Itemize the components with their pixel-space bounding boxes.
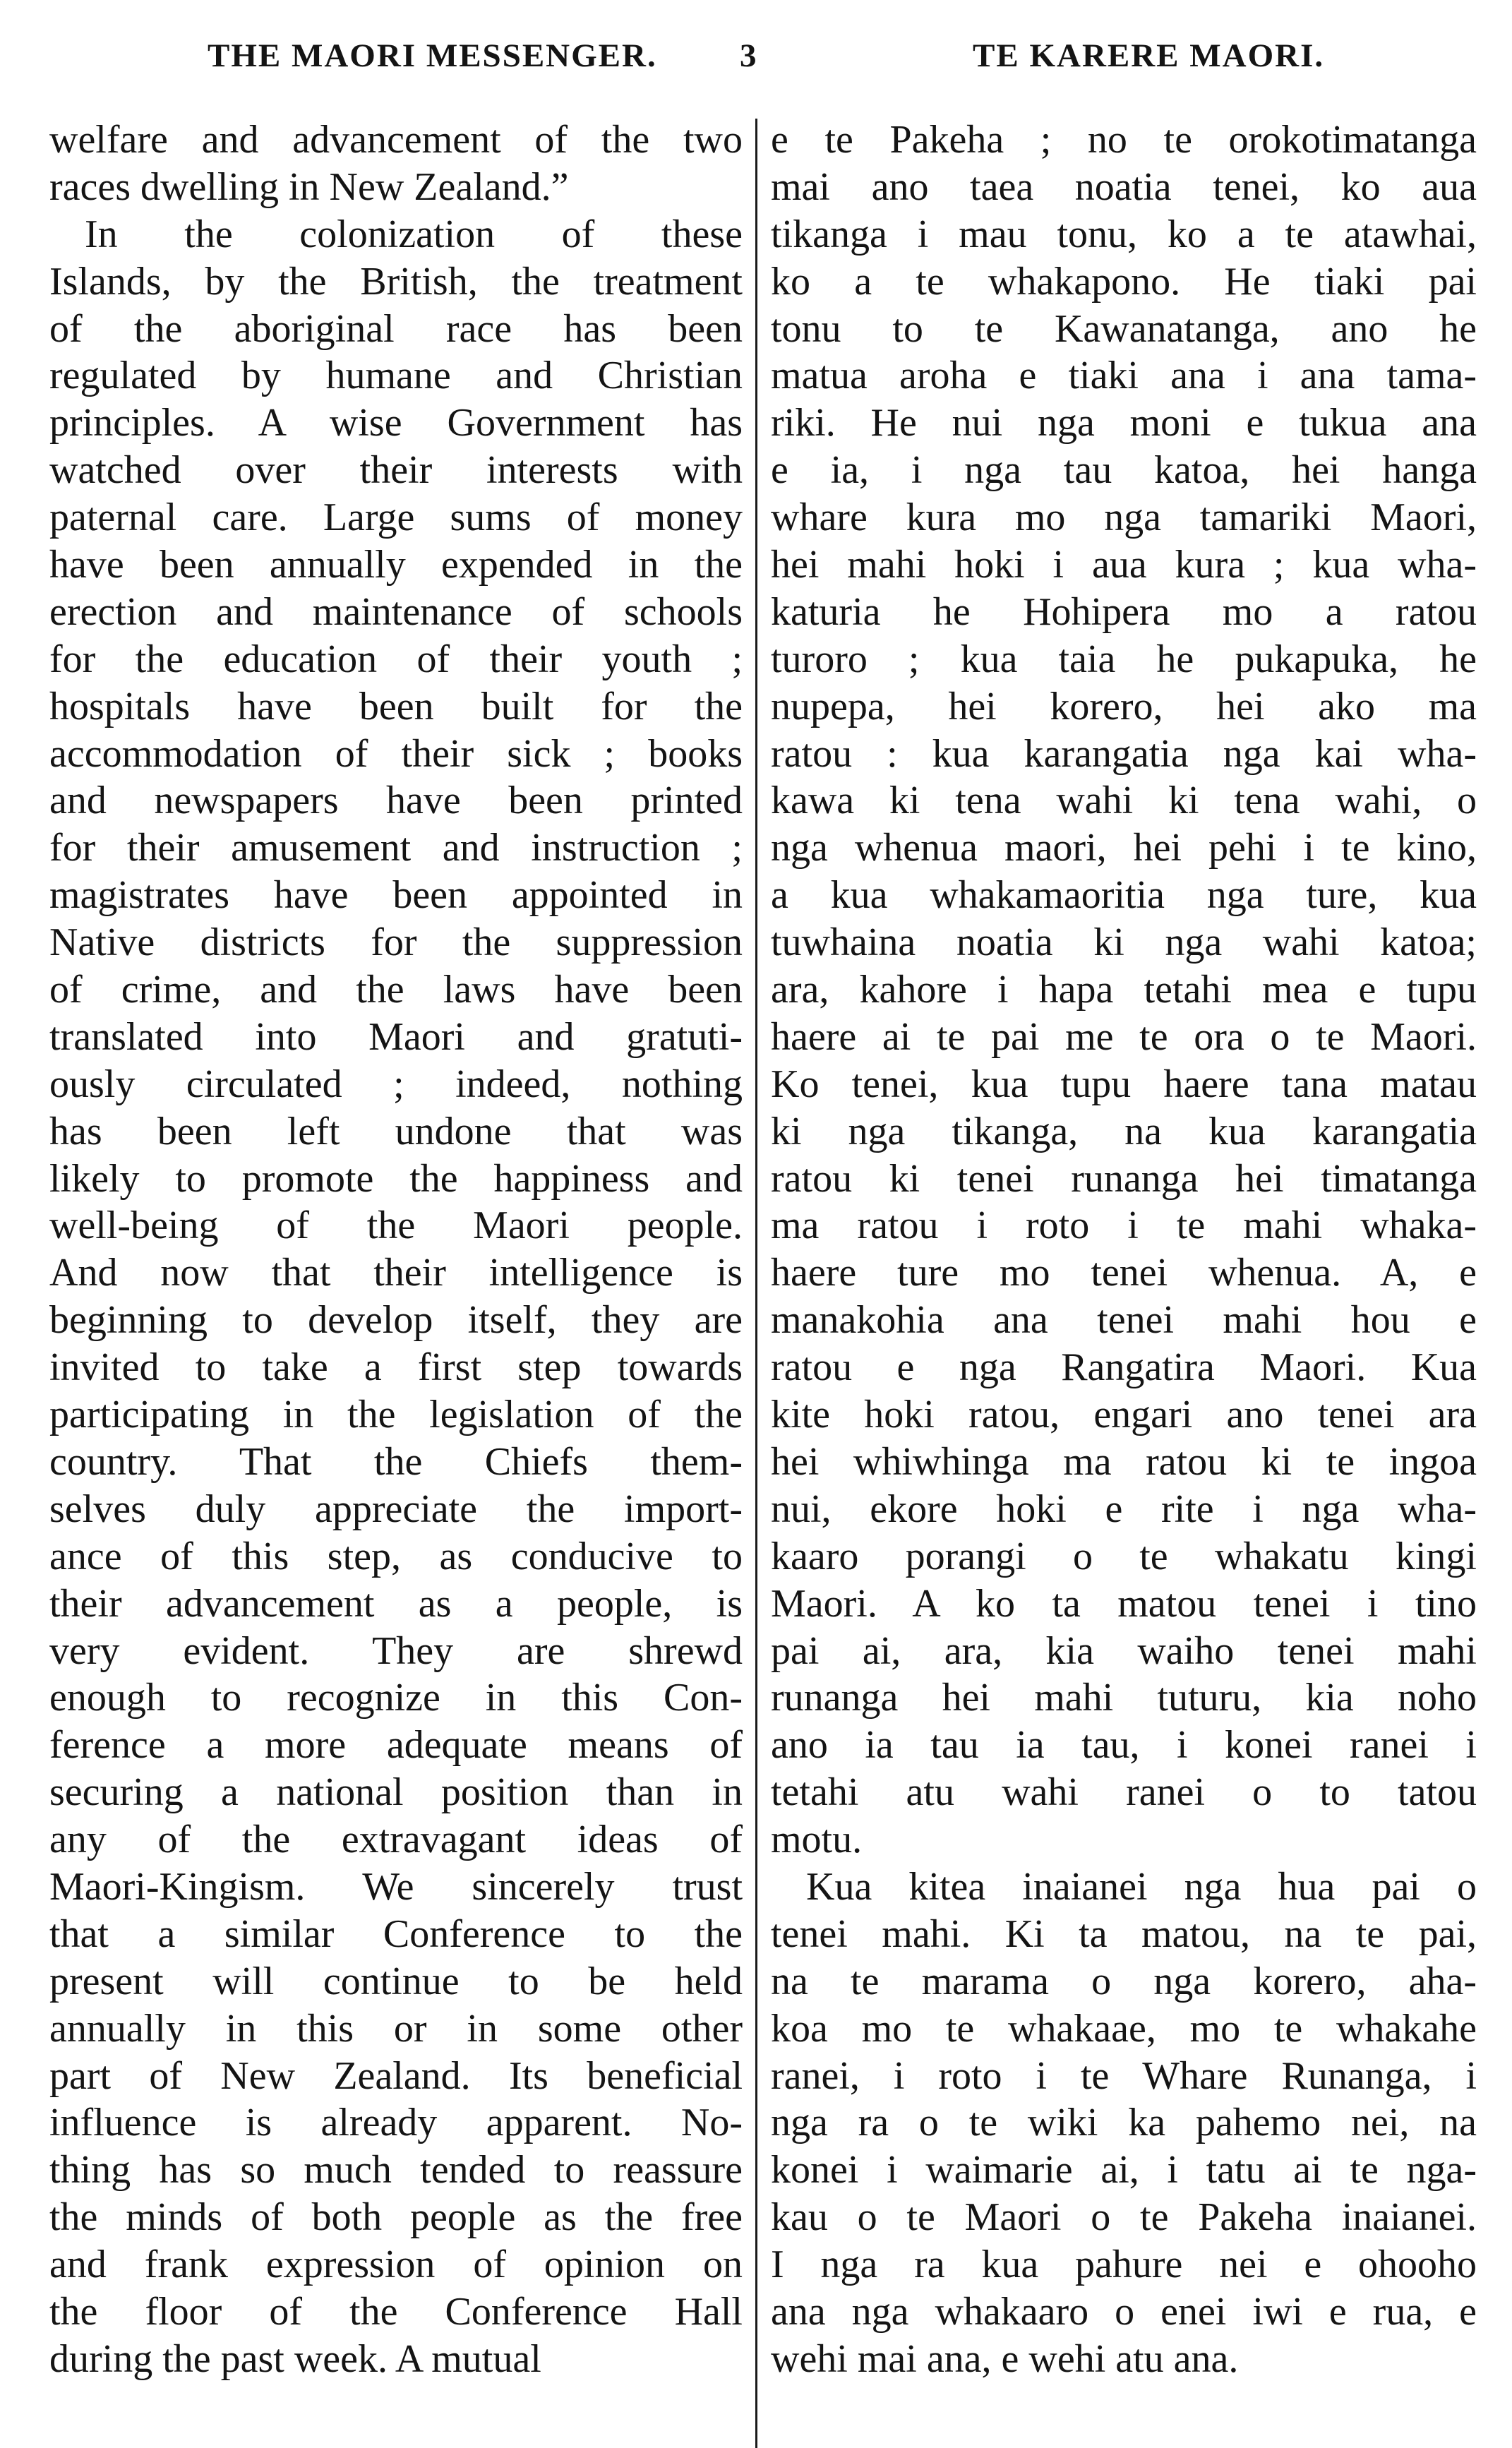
text-line: ma ratou i roto i te mahi whaka- bbox=[771, 1204, 1477, 1248]
text-line: annually in this or in some other bbox=[49, 2006, 743, 2051]
text-line: of crime, and the laws have been bbox=[49, 968, 743, 1012]
text-line: kaaro porangi o te whakatu kingi bbox=[771, 1534, 1477, 1578]
text-line: translated into Maori and gratuti- bbox=[49, 1014, 743, 1059]
text-line: Native districts for the suppression bbox=[49, 920, 743, 965]
text-line: regulated by humane and Christian bbox=[49, 354, 743, 398]
text-line: whare kura mo nga tamariki Maori, bbox=[771, 496, 1477, 540]
maori-column bbox=[771, 116, 1477, 2383]
text-line: kau o te Maori o te Pakeha inaianei. bbox=[771, 2195, 1477, 2240]
text-line: country. That the Chiefs them- bbox=[49, 1439, 743, 1484]
text-line: nui, ekore hoki e rite i nga wha- bbox=[771, 1487, 1477, 1531]
text-line: securing a national position than in bbox=[49, 1770, 743, 1815]
header-maori-title: TE KARERE MAORI. bbox=[973, 37, 1325, 74]
text-line: participating in the legislation of the bbox=[49, 1393, 743, 1437]
text-line: ratou ki tenei runanga hei timatanga bbox=[771, 1156, 1477, 1201]
text-line: Ko tenei, kua tupu haere tana matau bbox=[771, 1062, 1477, 1106]
text-line: any of the extravagant ideas of bbox=[49, 1818, 743, 1862]
text-line: of the aboriginal race has been bbox=[49, 306, 743, 351]
text-line: tenei mahi. Ki ta matou, na te pai, bbox=[771, 1912, 1477, 1956]
text-line: paternal care. Large sums of money bbox=[49, 496, 743, 540]
text-line: selves duly appreciate the import- bbox=[49, 1487, 743, 1531]
text-line: turoro ; kua taia he pukapuka, he bbox=[771, 637, 1477, 681]
text-line: hei mahi hoki i aua kura ; kua wha- bbox=[771, 543, 1477, 587]
text-line: and newspapers have been printed bbox=[49, 779, 743, 823]
text-line: motu. bbox=[771, 1818, 863, 1862]
text-line: In the colonization of these bbox=[85, 212, 743, 256]
text-line: that a similar Conference to the bbox=[49, 1912, 743, 1956]
text-line: ratou e nga Rangatira Maori. Kua bbox=[771, 1345, 1477, 1390]
page-number: 3 bbox=[740, 37, 758, 74]
text-line: invited to take a first step towards bbox=[49, 1345, 743, 1390]
english-column bbox=[49, 116, 743, 2383]
text-line: Maori. A ko ta matou tenei i tino bbox=[771, 1581, 1477, 1626]
text-line: mai ano taea noatia tenei, ko aua bbox=[771, 164, 1477, 209]
text-line: katuria he Hohipera mo a ratou bbox=[771, 589, 1477, 634]
text-line: thing has so much tended to reassure bbox=[49, 2148, 743, 2192]
text-line: influence is already apparent. No- bbox=[49, 2101, 743, 2145]
text-line: hei whiwhinga ma ratou ki te ingoa bbox=[771, 1439, 1477, 1484]
text-line: koa mo te whakaae, mo te whakahe bbox=[771, 2006, 1477, 2051]
text-line: hospitals have been built for the bbox=[49, 684, 743, 728]
text-line: nupepa, hei korero, hei ako ma bbox=[771, 684, 1477, 728]
text-line: very evident. They are shrewd bbox=[49, 1628, 743, 1673]
text-line: tuwhaina noatia ki nga wahi katoa; bbox=[771, 920, 1477, 965]
text-line: well-being of the Maori people. bbox=[49, 1204, 743, 1248]
text-line: likely to promote the happiness and bbox=[49, 1156, 743, 1201]
text-line: accommodation of their sick ; books bbox=[49, 731, 743, 776]
text-line: kite hoki ratou, engari ano tenei ara bbox=[771, 1393, 1477, 1437]
text-line: wehi mai ana, e wehi atu ana. bbox=[771, 2336, 1239, 2381]
text-line: welfare and advancement of the two bbox=[49, 118, 743, 162]
text-line: ki nga tikanga, na kua karangatia bbox=[771, 1109, 1477, 1153]
text-line: runanga hei mahi tuturu, kia noho bbox=[771, 1676, 1477, 1720]
text-line: ana nga whakaaro o enei iwi e rua, e bbox=[771, 2289, 1477, 2334]
text-line: ano ia tau ia tau, i konei ranei i bbox=[771, 1723, 1477, 1768]
text-line: haere ai te pai me te ora o te Maori. bbox=[771, 1014, 1477, 1059]
text-line: magistrates have been appointed in bbox=[49, 873, 743, 918]
text-line: has been left undone that was bbox=[49, 1109, 743, 1153]
text-line: tonu to te Kawanatanga, ano he bbox=[771, 306, 1477, 351]
text-line: part of New Zealand. Its beneficial bbox=[49, 2053, 743, 2098]
text-line: the minds of both people as the free bbox=[49, 2195, 743, 2240]
text-line: e te Pakeha ; no te orokotimatanga bbox=[771, 118, 1477, 162]
text-line: ratou : kua karangatia nga kai wha- bbox=[771, 731, 1477, 776]
text-line: pai ai, ara, kia waiho tenei mahi bbox=[771, 1628, 1477, 1673]
text-line: Islands, by the British, the treatment bbox=[49, 259, 743, 304]
column-divider bbox=[755, 119, 757, 2448]
text-line: a kua whakamaoritia nga ture, kua bbox=[771, 873, 1477, 918]
text-line: Maori-Kingism. We sincerely trust bbox=[49, 1864, 743, 1909]
header-english-title: THE MAORI MESSENGER. bbox=[208, 37, 657, 74]
text-line: their advancement as a people, is bbox=[49, 1581, 743, 1626]
text-line: have been annually expended in the bbox=[49, 543, 743, 587]
text-line: present will continue to be held bbox=[49, 1959, 743, 2003]
text-line: watched over their interests with bbox=[49, 448, 743, 493]
text-line: ranei, i roto i te Whare Runanga, i bbox=[771, 2053, 1477, 2098]
text-line: kawa ki tena wahi ki tena wahi, o bbox=[771, 779, 1477, 823]
text-line: ko a te whakapono. He tiaki pai bbox=[771, 259, 1477, 304]
text-line: ara, kahore i hapa tetahi mea e tupu bbox=[771, 968, 1477, 1012]
text-line: ance of this step, as conducive to bbox=[49, 1534, 743, 1578]
text-line: erection and maintenance of schools bbox=[49, 589, 743, 634]
text-line: Kua kitea inaianei nga hua pai o bbox=[806, 1864, 1477, 1909]
text-line: enough to recognize in this Con- bbox=[49, 1676, 743, 1720]
text-line: haere ture mo tenei whenua. A, e bbox=[771, 1251, 1477, 1295]
text-line: for the education of their youth ; bbox=[49, 637, 743, 681]
text-line: tetahi atu wahi ranei o to tatou bbox=[771, 1770, 1477, 1815]
text-line: races dwelling in New Zealand.” bbox=[49, 164, 569, 209]
text-line: the floor of the Conference Hall bbox=[49, 2289, 743, 2334]
text-line: And now that their intelligence is bbox=[49, 1251, 743, 1295]
text-line: na te marama o nga korero, aha- bbox=[771, 1959, 1477, 2003]
text-line: and frank expression of opinion on bbox=[49, 2243, 743, 2287]
text-line: riki. He nui nga moni e tukua ana bbox=[771, 401, 1477, 445]
text-line: tikanga i mau tonu, ko a te atawhai, bbox=[771, 212, 1477, 256]
text-line: I nga ra kua pahure nei e ohooho bbox=[771, 2243, 1477, 2287]
text-line: nga ra o te wiki ka pahemo nei, na bbox=[771, 2101, 1477, 2145]
text-line: principles. A wise Government has bbox=[49, 401, 743, 445]
text-line: nga whenua maori, hei pehi i te kino, bbox=[771, 826, 1477, 870]
text-line: matua aroha e tiaki ana i ana tama- bbox=[771, 354, 1477, 398]
text-line: beginning to develop itself, they are bbox=[49, 1298, 743, 1343]
page-header bbox=[0, 37, 1512, 93]
text-line: ference a more adequate means of bbox=[49, 1723, 743, 1768]
text-line: manakohia ana tenei mahi hou e bbox=[771, 1298, 1477, 1343]
text-line: during the past week. A mutual bbox=[49, 2336, 541, 2381]
text-line: for their amusement and instruction ; bbox=[49, 826, 743, 870]
text-line: konei i waimarie ai, i tatu ai te nga- bbox=[771, 2148, 1477, 2192]
text-line: e ia, i nga tau katoa, hei hanga bbox=[771, 448, 1477, 493]
text-line: ously circulated ; indeed, nothing bbox=[49, 1062, 743, 1106]
